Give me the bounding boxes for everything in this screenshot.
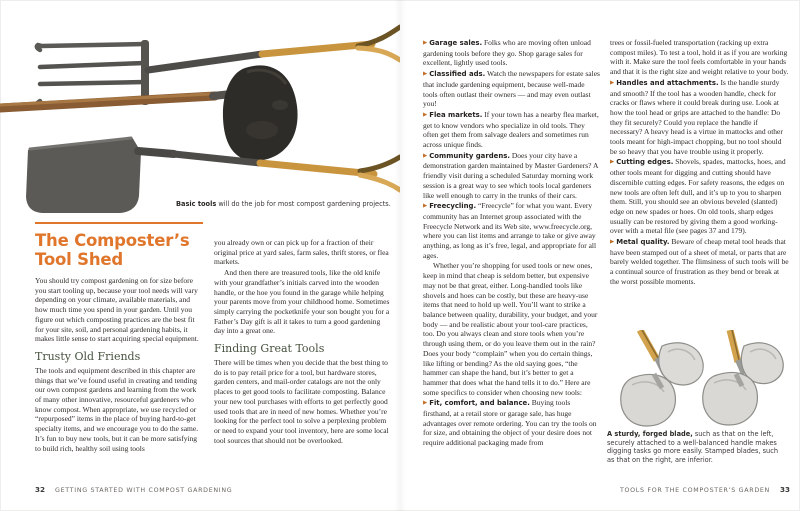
bullet-head: Metal quality. xyxy=(616,238,670,247)
bullet-flea-markets xyxy=(423,110,600,150)
page-number: 32 xyxy=(35,485,46,494)
bullet-text: Watch the newspapers for estate sales that include gardening equipment, because well-made tools often outlast their owners — and may even outlast you! xyxy=(423,69,600,109)
forged-vs-stamped-blades-illustration xyxy=(602,330,792,428)
bullet-triangle-icon: ▶ xyxy=(423,400,428,407)
bullet-triangle-icon: ▶ xyxy=(423,40,428,46)
bullet-triangle-icon: ▶ xyxy=(423,111,428,118)
bullet-text: Beware of cheap metal tool heads that have been stamped out of a sheet of metal, or parts that are barely welded together. The flimsiness of such tools will be a continual source of frustration as they bend or break at the worst possible moments. xyxy=(610,237,789,286)
bullet-triangle-icon: ▶ xyxy=(610,79,615,86)
right-page-column-1 xyxy=(423,38,600,449)
bullet-head: Handles and attachments. xyxy=(616,78,719,87)
bullet-head: Flea markets. xyxy=(429,110,483,119)
page-gutter xyxy=(394,0,406,511)
page-number: 33 xyxy=(779,485,790,494)
illustration-caption xyxy=(607,430,787,464)
right-page-column-2 xyxy=(610,38,790,288)
paragraph: And then there are treasured tools, like the old knife with your grandfather’s initials carved into the wooden handle, or the hoe you found in the garage while helping your parents move from your childhood home. Sometimes simply carrying the pocketknife your son bought you for a Father’s Day gift is all it takes to turn a good gardening day into a great one. xyxy=(214,268,390,336)
bullet-text: If your town has a nearby flea market, get to know vendors who specialize in old tools. They often get them from salvage dealers and sometimes run across unique finds. xyxy=(423,109,599,150)
bullet-handles-attachments xyxy=(610,78,790,157)
bullet-head: Community gardens. xyxy=(429,151,510,160)
subhead-finding-great-tools: Finding Great Tools xyxy=(214,342,325,356)
garden-tools-photo xyxy=(0,0,400,216)
paragraph: you already own or can pick up for a fraction of their original price at yard sales, farm sales, thrift stores, or flea markets. xyxy=(214,238,389,267)
paragraph: trees or fossil-fueled transportation (racking up extra compost miles). To test a tool, hold it as if you are working with it. Make sure the tool feels comfortable in your hands and that it is the right size and weight relative to your body. xyxy=(610,38,789,77)
stamped-blade-illustration xyxy=(703,330,783,425)
bullet-triangle-icon: ▶ xyxy=(423,203,428,210)
bullet-community-gardens xyxy=(423,151,600,201)
bullet-text: Does your city have a demonstration garden maintained by Master Gardeners? A friendly visit during a scheduled Saturday morning work session is a great way to see which tools local gardeners like well enough to carry in the trunks of their cars. xyxy=(423,150,598,200)
bullet-text: Folks who are moving often unload gardening tools before they go. Shop garage sales for excellent, lightly used tools. xyxy=(423,38,591,68)
running-footer-text: TOOLS FOR THE COMPOSTER’S GARDEN xyxy=(619,487,770,494)
bullet-text: Buying tools firsthand, at a retail store or garage sale, has huge advantages over remote ordering. You can try the tools on for size, and obtaining the object of your desire does not require additional packaging made from xyxy=(423,398,597,448)
paragraph: There will be times when you decide that the best thing to do is to pay retail price for a tool, but hardware stores, garden centers, and mail-order catalogs are not the only places to get good tools to facilitate composting. Balance your new tool purchases with efforts to get perfectly good used tools that are in need of new homes. Whether you’re looking for the perfect tool to solve a perplexing problem or need to expand your tool inventory, here are some local tool sources that should not be overlooked. xyxy=(214,358,389,445)
bullet-triangle-icon: ▶ xyxy=(610,239,615,246)
photo-caption-lead: Basic tools xyxy=(176,200,217,208)
left-page-column-1 xyxy=(35,222,203,454)
accent-rule xyxy=(35,222,203,224)
bullet-triangle-icon: ▶ xyxy=(423,71,428,78)
forged-blade-illustration xyxy=(621,330,703,426)
bullet-head: Garage sales. xyxy=(429,39,483,47)
right-page-footer xyxy=(610,485,790,494)
bullet-triangle-icon: ▶ xyxy=(423,152,428,159)
intro-paragraph: You should try compost gardening on for size before you start tooling up, because your tool needs will vary depending on your climate, available materials, and how much time you spend in your garden. Until you figure out which composting practices are the best fit for your site, soil, and personal gardening habits, it makes little sense to start acquiring special equipment. xyxy=(35,276,199,344)
bullet-head: Freecycling. xyxy=(429,202,477,211)
bullet-metal-quality xyxy=(610,237,790,287)
paragraph: Whether you’re shopping for used tools or new ones, keep in mind that cheap is seldom better, but expensive may not be that great, either. Long-handled tools like shovels and hoes can be costly, but these are heavy-use items that need to hold up well. You’ll want to strike a balance between quality, durability, your budget, and your body — and be realistic about your tool-care practices, too. Do you always clean and store tools when you’re through using them, or do you leave them out in the rain? Does your body “complain” when you do certain things, like lifting or bending? As the old saying goes, “the hammer can shape the hand, but it’s better to get a hammer that does what the hand tells it to do.” Here are some specifics to consider when choosing new tools: xyxy=(423,261,598,397)
photo-caption xyxy=(176,200,392,208)
bullet-text: Is the handle sturdy and smooth? If the tool has a wooden handle, check for cracks or flaws where it could break during use. Look at how the tool head or grips are attached to the handle: Do they fit securely? Could you replace the handle if necessary? A heavy head is a virtue in mattocks and other tools meant for high-impact chopping, but no tool should be so heavy that you have trouble using it properly. xyxy=(610,77,783,156)
bullet-triangle-icon: ▶ xyxy=(610,159,615,166)
left-page-footer xyxy=(35,485,242,494)
photo-caption-text: will do the job for most compost gardening projects. xyxy=(216,200,391,208)
bullet-head: Classified ads. xyxy=(429,70,486,79)
illustration-caption-lead: A sturdy, forged blade, xyxy=(607,430,693,438)
bullet-garage-sales xyxy=(423,38,600,68)
bullet-classified-ads xyxy=(423,69,600,109)
running-footer-text: GETTING STARTED WITH COMPOST GARDENING xyxy=(55,487,233,494)
bullet-text: “Freecycle” for what you want. Every community has an Internet group associated with the Freecycle Network and its Web site, www.freecycle.org, where you can list items and arrange to take or give away anything, as long as it’s free, legal, and appropriate for all ages. xyxy=(423,201,597,260)
bullet-head: Fit, comfort, and balance. xyxy=(429,399,530,408)
illustration-caption-text: such as that on the left, securely attached to a well-balanced handle makes digging tasks go more easily. Stamped blades, such as that on the right, are inferior. xyxy=(607,430,779,464)
chapter-title: The Composter’s Tool Shed xyxy=(35,231,190,269)
bullet-cutting-edges xyxy=(610,157,790,236)
paragraph: The tools and equipment described in this chapter are things that we’ve found useful in creating and tending our own compost gardens and learning from the work of many other innovative, resourceful gardeners who know compost. When appropriate, we use recycled or “repurposed” items in the place of buying hard-to-get specialty items, and we encourage you to do the same. It’s fun to buy new tools, but it can be more satisfying to build rich, healthy soil using tools xyxy=(35,365,199,453)
left-page-column-2 xyxy=(214,238,392,446)
bullet-text: Shovels, spades, mattocks, hoes, and other tools meant for digging and cutting should have discernible cutting edges. For safety reasons, the edges on new tools are often left dull, and it’s up to you to sharpen them. Still, you should see an obvious beveled (slanted) edge on new spades or hoes. On old tools, sharp edges usually can be restored by giving them a good working-over with a metal file (see pages 37 and 179). xyxy=(610,157,786,236)
bullet-fit-comfort-balance xyxy=(423,398,600,448)
bullet-freecycling xyxy=(423,201,600,260)
subhead-trusty-old-friends: Trusty Old Friends xyxy=(35,349,141,363)
bullet-head: Cutting edges. xyxy=(616,158,674,167)
